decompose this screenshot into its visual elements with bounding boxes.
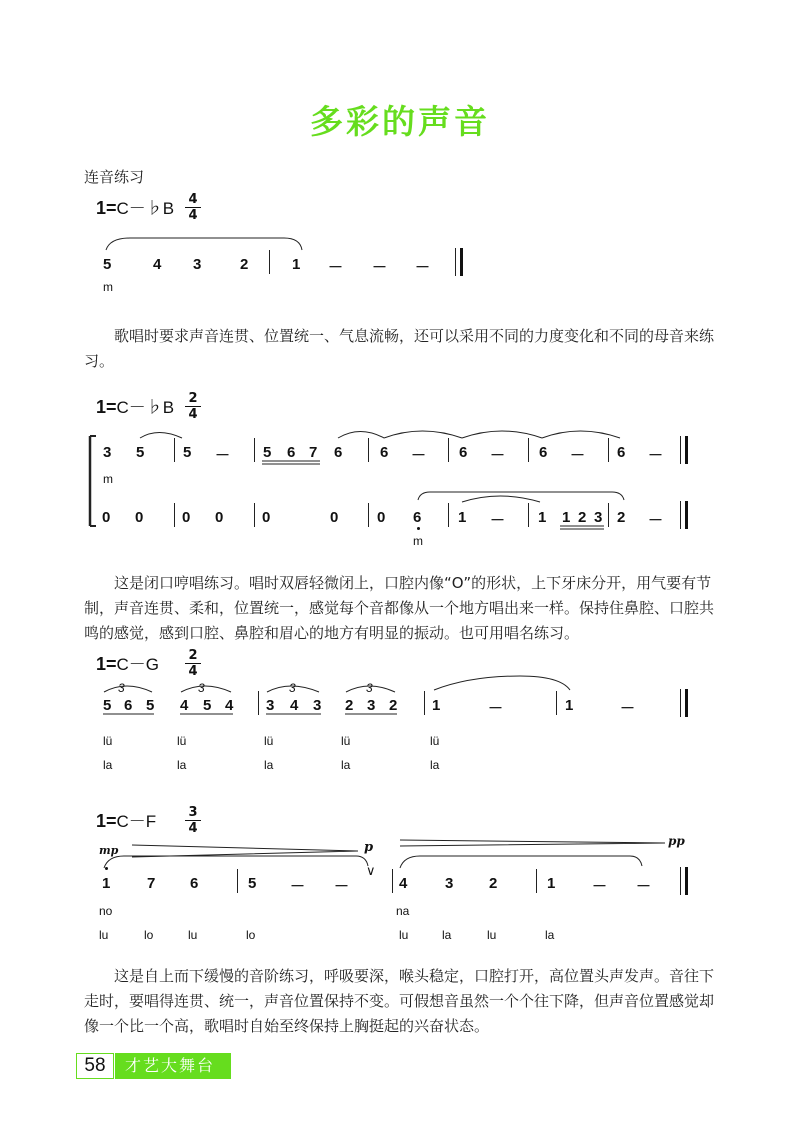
ex4-lyric: na (396, 904, 410, 918)
ex1-lyric: m (103, 280, 113, 294)
ex4-note: 7 (147, 875, 156, 892)
ex3-lyric: la (430, 758, 440, 772)
ex3-note: 1 (565, 697, 574, 714)
slur (434, 676, 570, 690)
ex4-lyric: la (442, 928, 452, 942)
ex2-upper-note: 6 (334, 444, 343, 461)
ex3-time-signature: 2 4 (185, 649, 201, 678)
ex2-upper-note: 6 (380, 444, 389, 461)
ex2-lower-note: 0 (135, 509, 144, 526)
ex2-upper-note: － (648, 447, 664, 464)
slur (400, 856, 642, 868)
ex2-lower-note: 3 (594, 509, 603, 526)
underline (262, 461, 320, 464)
ex2-lower-note: 6 (413, 509, 422, 526)
slur (384, 431, 462, 438)
ex3-lyric: la (177, 758, 187, 772)
ex4-lyric: lo (144, 928, 154, 942)
ex4-key-signature: 1=C－F (96, 811, 157, 831)
ex2-lower-note: 2 (578, 509, 587, 526)
ex2-lower-lyric: m (413, 534, 423, 548)
dynamic-mp: mp (99, 844, 119, 857)
ex2-lower-note: 0 (182, 509, 191, 526)
dynamic-p: p (364, 840, 374, 855)
ex3-note: 4 (225, 697, 234, 714)
ex2-lower-note: － (648, 512, 664, 529)
ex3-note: 1 (432, 697, 441, 714)
ex2-upper-note: － (411, 447, 427, 464)
ex2-lower-note: 0 (330, 509, 339, 526)
ex2-lower-note: 0 (102, 509, 111, 526)
ex3-lyric: lü (341, 734, 351, 748)
slur (106, 238, 302, 250)
ex3-lyric: lü (103, 734, 113, 748)
ex4-lyric: lu (99, 928, 109, 942)
ex3-note: 6 (124, 697, 133, 714)
ex1-note: 5 (103, 256, 112, 273)
ex2-lower-note: － (490, 512, 506, 529)
breath-mark: ∨ (366, 864, 376, 879)
ex4-note: 1 (102, 875, 111, 892)
ex3-lyric: lü (264, 734, 274, 748)
ex4-note: － (334, 878, 350, 895)
ex3-note: 4 (290, 697, 299, 714)
ex1-note: － (415, 259, 431, 276)
ex3-note: － (488, 700, 504, 717)
underline (560, 526, 604, 529)
ex3-note: 4 (180, 697, 189, 714)
triplet-slur (346, 686, 395, 692)
paragraph-1: 歌唱时要求声音连贯、位置统一、气息流畅，还可以采用不同的力度变化和不同的母音来练习。 (84, 327, 715, 370)
page-number: 58 (76, 1053, 114, 1079)
ex1-note: － (372, 259, 388, 276)
section-label: 连音练习 (84, 168, 145, 186)
dynamic-pp: pp (668, 834, 685, 848)
slur (462, 496, 540, 502)
slur (104, 856, 368, 868)
ex2-upper-note: － (490, 447, 506, 464)
triplet-mark: 3 (289, 681, 296, 695)
ex4-lyric: lo (246, 928, 256, 942)
ex2-upper-note: 5 (183, 444, 192, 461)
ex2-upper-note: － (570, 447, 586, 464)
ex4-note: 4 (399, 875, 408, 892)
ex4-note: 5 (248, 875, 257, 892)
hairpin (132, 845, 358, 857)
ex1-note: － (328, 259, 344, 276)
slur (140, 433, 182, 439)
slur (338, 432, 384, 439)
ex4-note: 1 (547, 875, 556, 892)
ex4-note: － (290, 878, 306, 895)
ex2-upper-note: － (215, 447, 231, 464)
ex2-key-signature: 1=C－♭B (96, 397, 175, 417)
triplet-slur (267, 686, 319, 692)
ex3-note: 3 (266, 697, 275, 714)
ex2-upper-note: 6 (287, 444, 296, 461)
ex4-lyric: la (545, 928, 555, 942)
slur (542, 431, 620, 438)
ex2-upper-note: 6 (617, 444, 626, 461)
ex2-upper-lyric: m (103, 472, 113, 486)
ex3-note: 3 (367, 697, 376, 714)
ex1-note: 1 (292, 256, 301, 273)
ex2-upper-note: 6 (539, 444, 548, 461)
ex3-note: 5 (103, 697, 112, 714)
ex2-lower-note: 0 (262, 509, 271, 526)
ex2-upper-note: 5 (263, 444, 272, 461)
ex3-lyric: la (264, 758, 274, 772)
hairpin (400, 840, 665, 846)
triplet-slur (181, 686, 231, 692)
ex4-lyric: no (99, 904, 113, 918)
ex2-lower-note: 2 (617, 509, 626, 526)
ex3-note: 5 (146, 697, 155, 714)
ex2-lower-note: 1 (538, 509, 547, 526)
ex1-note: 3 (193, 256, 202, 273)
triplet-mark: 3 (118, 681, 125, 695)
ex4-note: － (592, 878, 608, 895)
ex4-note: － (636, 878, 652, 895)
ex4-note: 6 (190, 875, 199, 892)
ex4-time-signature: 3 4 (185, 806, 201, 835)
ex2-time-signature: 2 4 (185, 392, 201, 421)
ex1-time-signature: 4 4 (185, 193, 201, 222)
ex3-lyric: la (341, 758, 351, 772)
paragraph-2: 这是闭口哼唱练习。唱时双唇轻微闭上，口腔内像“O”的形状，上下牙床分开，用气要有节制，声音连贯、柔和，位置统一，感觉每个音都像从一个地方唱出来一样。保持住鼻腔、口腔共鸣的感觉，感到口腔、鼻腔和眉心的地方有明显的振动。也可用唱名练习。 (84, 574, 715, 642)
ex4-lyric: lu (487, 928, 497, 942)
paragraph-3: 这是自上而下缓慢的音阶练习，呼吸要深，喉头稳定，口腔打开，高位置头声发声。音往下走时，要唱得连贯、统一，声音位置保持不变。可假想音虽然一个个往下降，但声音位置感觉却像一个比一个高，歌唱时自始至终保持上胸挺起的兴奋状态。 (84, 967, 715, 1035)
ex3-lyric: lü (177, 734, 187, 748)
ex2-lower-note: 1 (458, 509, 467, 526)
triplet-mark: 3 (366, 681, 373, 695)
footer-label: 才艺大舞台 (115, 1053, 231, 1079)
triplet-mark: 3 (198, 681, 205, 695)
ex4-lyric: lu (188, 928, 198, 942)
ex1-note: 2 (240, 256, 249, 273)
ex2-lower-note: 1 (562, 509, 571, 526)
ex3-note: 3 (313, 697, 322, 714)
ex3-note: 5 (203, 697, 212, 714)
triplet-slur (104, 686, 152, 692)
ex2-lower-note: 0 (377, 509, 386, 526)
ex2-lower-note: 0 (215, 509, 224, 526)
ex2-upper-note: 3 (103, 444, 112, 461)
ex1-note: 4 (153, 256, 162, 273)
slur (462, 431, 542, 438)
ex3-note: 2 (389, 697, 398, 714)
slur (418, 492, 624, 500)
ex2-upper-note: 7 (309, 444, 318, 461)
ex4-note: 2 (489, 875, 498, 892)
ex3-lyric: la (103, 758, 113, 772)
ex2-upper-note: 6 (459, 444, 468, 461)
ex1-key-signature: 1=C－♭B (96, 198, 175, 218)
ex4-lyric: lu (399, 928, 409, 942)
ex3-key-signature: 1=C－G (96, 654, 160, 674)
ex4-note: 3 (445, 875, 454, 892)
ex3-note: 2 (345, 697, 354, 714)
ex2-upper-note: 5 (136, 444, 145, 461)
page-title: 多彩的声音 (310, 102, 490, 141)
ex3-lyric: lü (430, 734, 440, 748)
ex3-note: － (620, 700, 636, 717)
